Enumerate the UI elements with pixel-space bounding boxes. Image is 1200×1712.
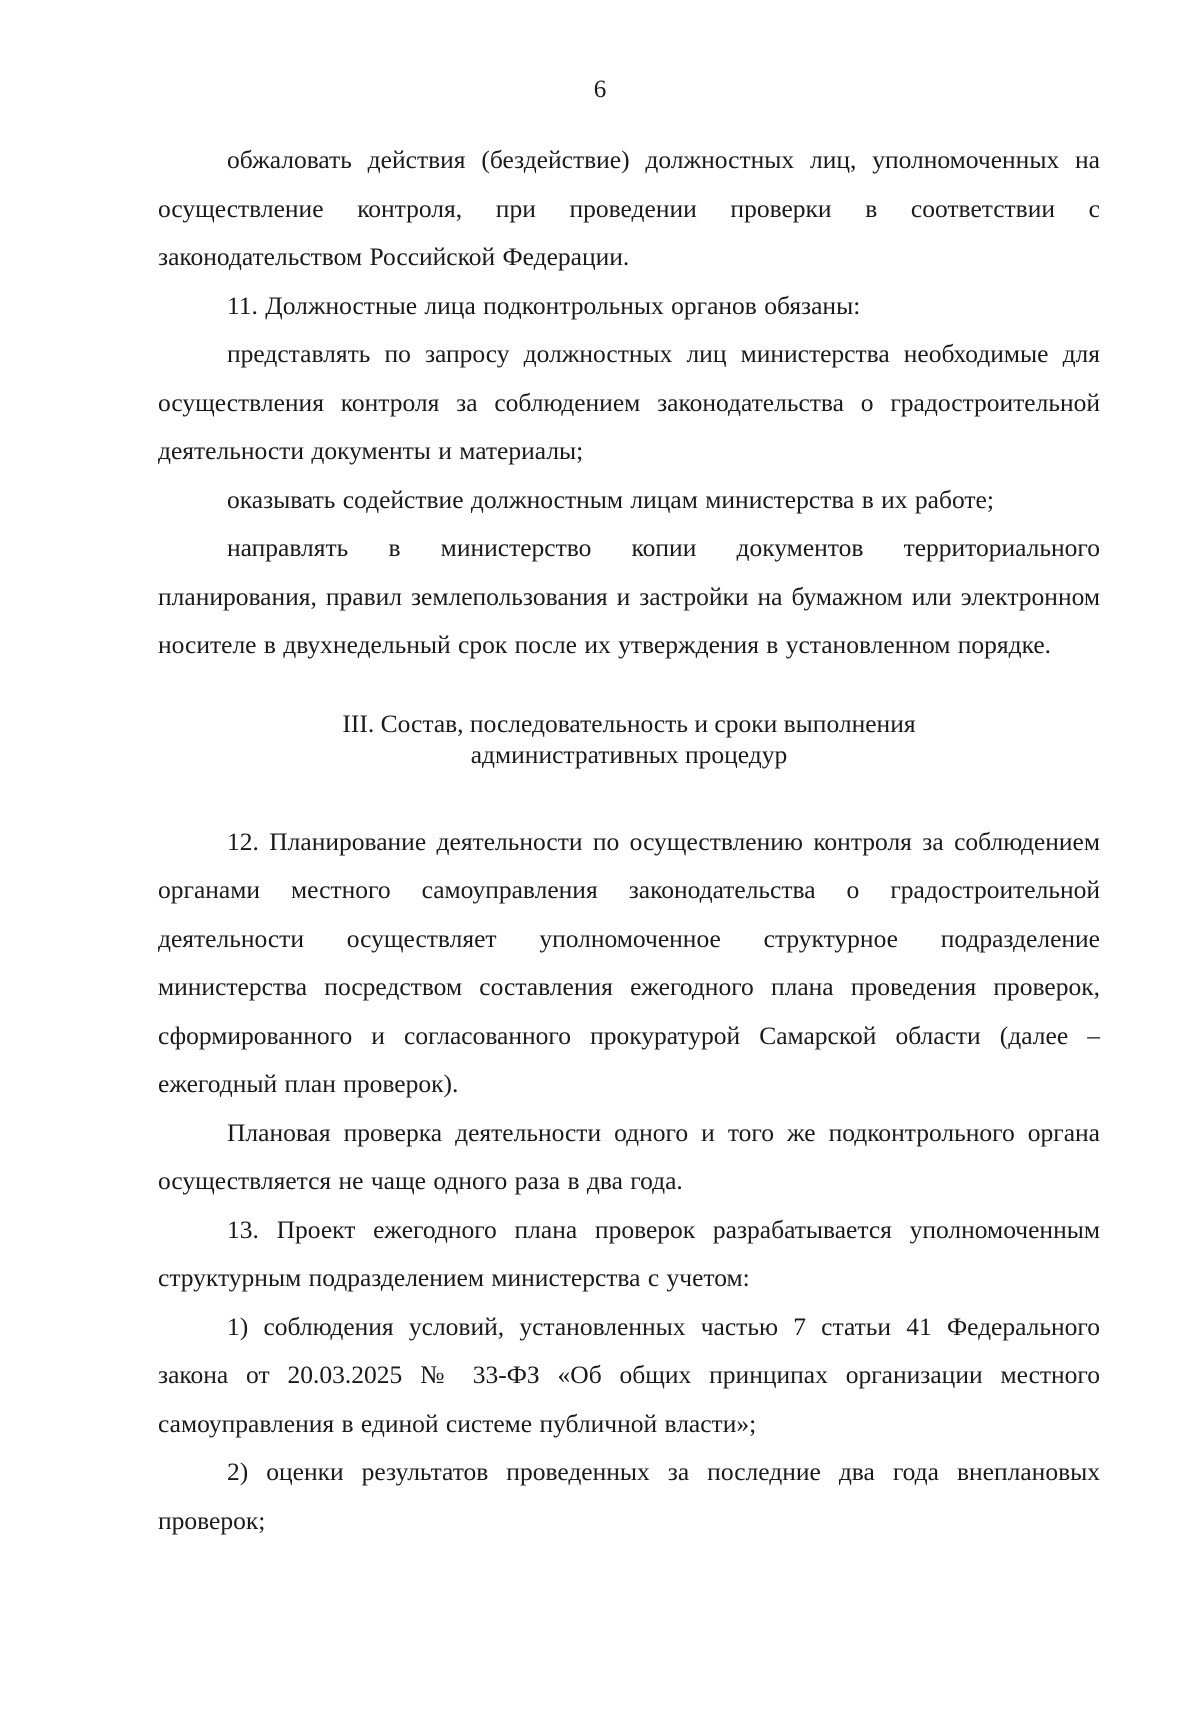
paragraph-subitem-1: 1) соблюдения условий, установленных частью 7 статьи 41 Федерального закона от 20.03.2025 № 33-ФЗ «Об общих принципах организации местного самоуправления в единой системе публичной власти»; [158,1311,1100,1438]
paragraph-send-copies: направлять в министерство копии документов территориального планирования, правил землепользования и застройки на бумажном или электронном носителе в двухнедельный срок после их утверждения в установленном порядке. [158,533,1100,659]
paragraph-assist-officials: оказывать содействие должностным лицам министерства в их работе; [227,484,994,514]
paragraph-planned-inspection: Плановая проверка деятельности одного и того же подконтрольного органа осуществляется не чаще одного раза в два года. [158,1117,1100,1195]
paragraph-subitem-2: 2) оценки результатов проведенных за последние два года внеплановых проверок; [158,1457,1100,1535]
paragraph-provide-documents: представлять по запросу должностных лиц министерства необходимые для осуществления контроля за соблюдением законодательства о градостроительной деятельности документы и материалы; [158,339,1100,465]
section-heading [158,708,1100,770]
section-heading-line-1: III. Состав, последовательность и сроки выполнения [342,708,916,738]
section-heading-line-2: административных процедур [470,739,788,769]
paragraph-item-13: 13. Проект ежегодного плана проверок разрабатывается уполномоченным структурным подразделением министерства с учетом: [158,1214,1100,1292]
page-number: 6 [593,76,607,103]
document-body [158,136,1100,1545]
paragraph-appeal-rights: обжаловать действия (бездействие) должностных лиц, уполномоченных на осуществление контроля, при проведении проверки в соответствии с законодательством Российской Федерации. [158,145,1100,271]
paragraph-item-12: 12. Планирование деятельности по осуществлению контроля за соблюдением органами местного самоуправления законодательства о градостроительной деятельности осуществляет уполномоченное структурное подразделение министерства посредством составления ежегодного плана проведения проверок, сформированного и согласованного прокуратурой Самарской области (далее – ежегодный план проверок). [158,826,1100,1098]
paragraph-item-11: 11. Должностные лица подконтрольных органов обязаны: [227,290,861,320]
